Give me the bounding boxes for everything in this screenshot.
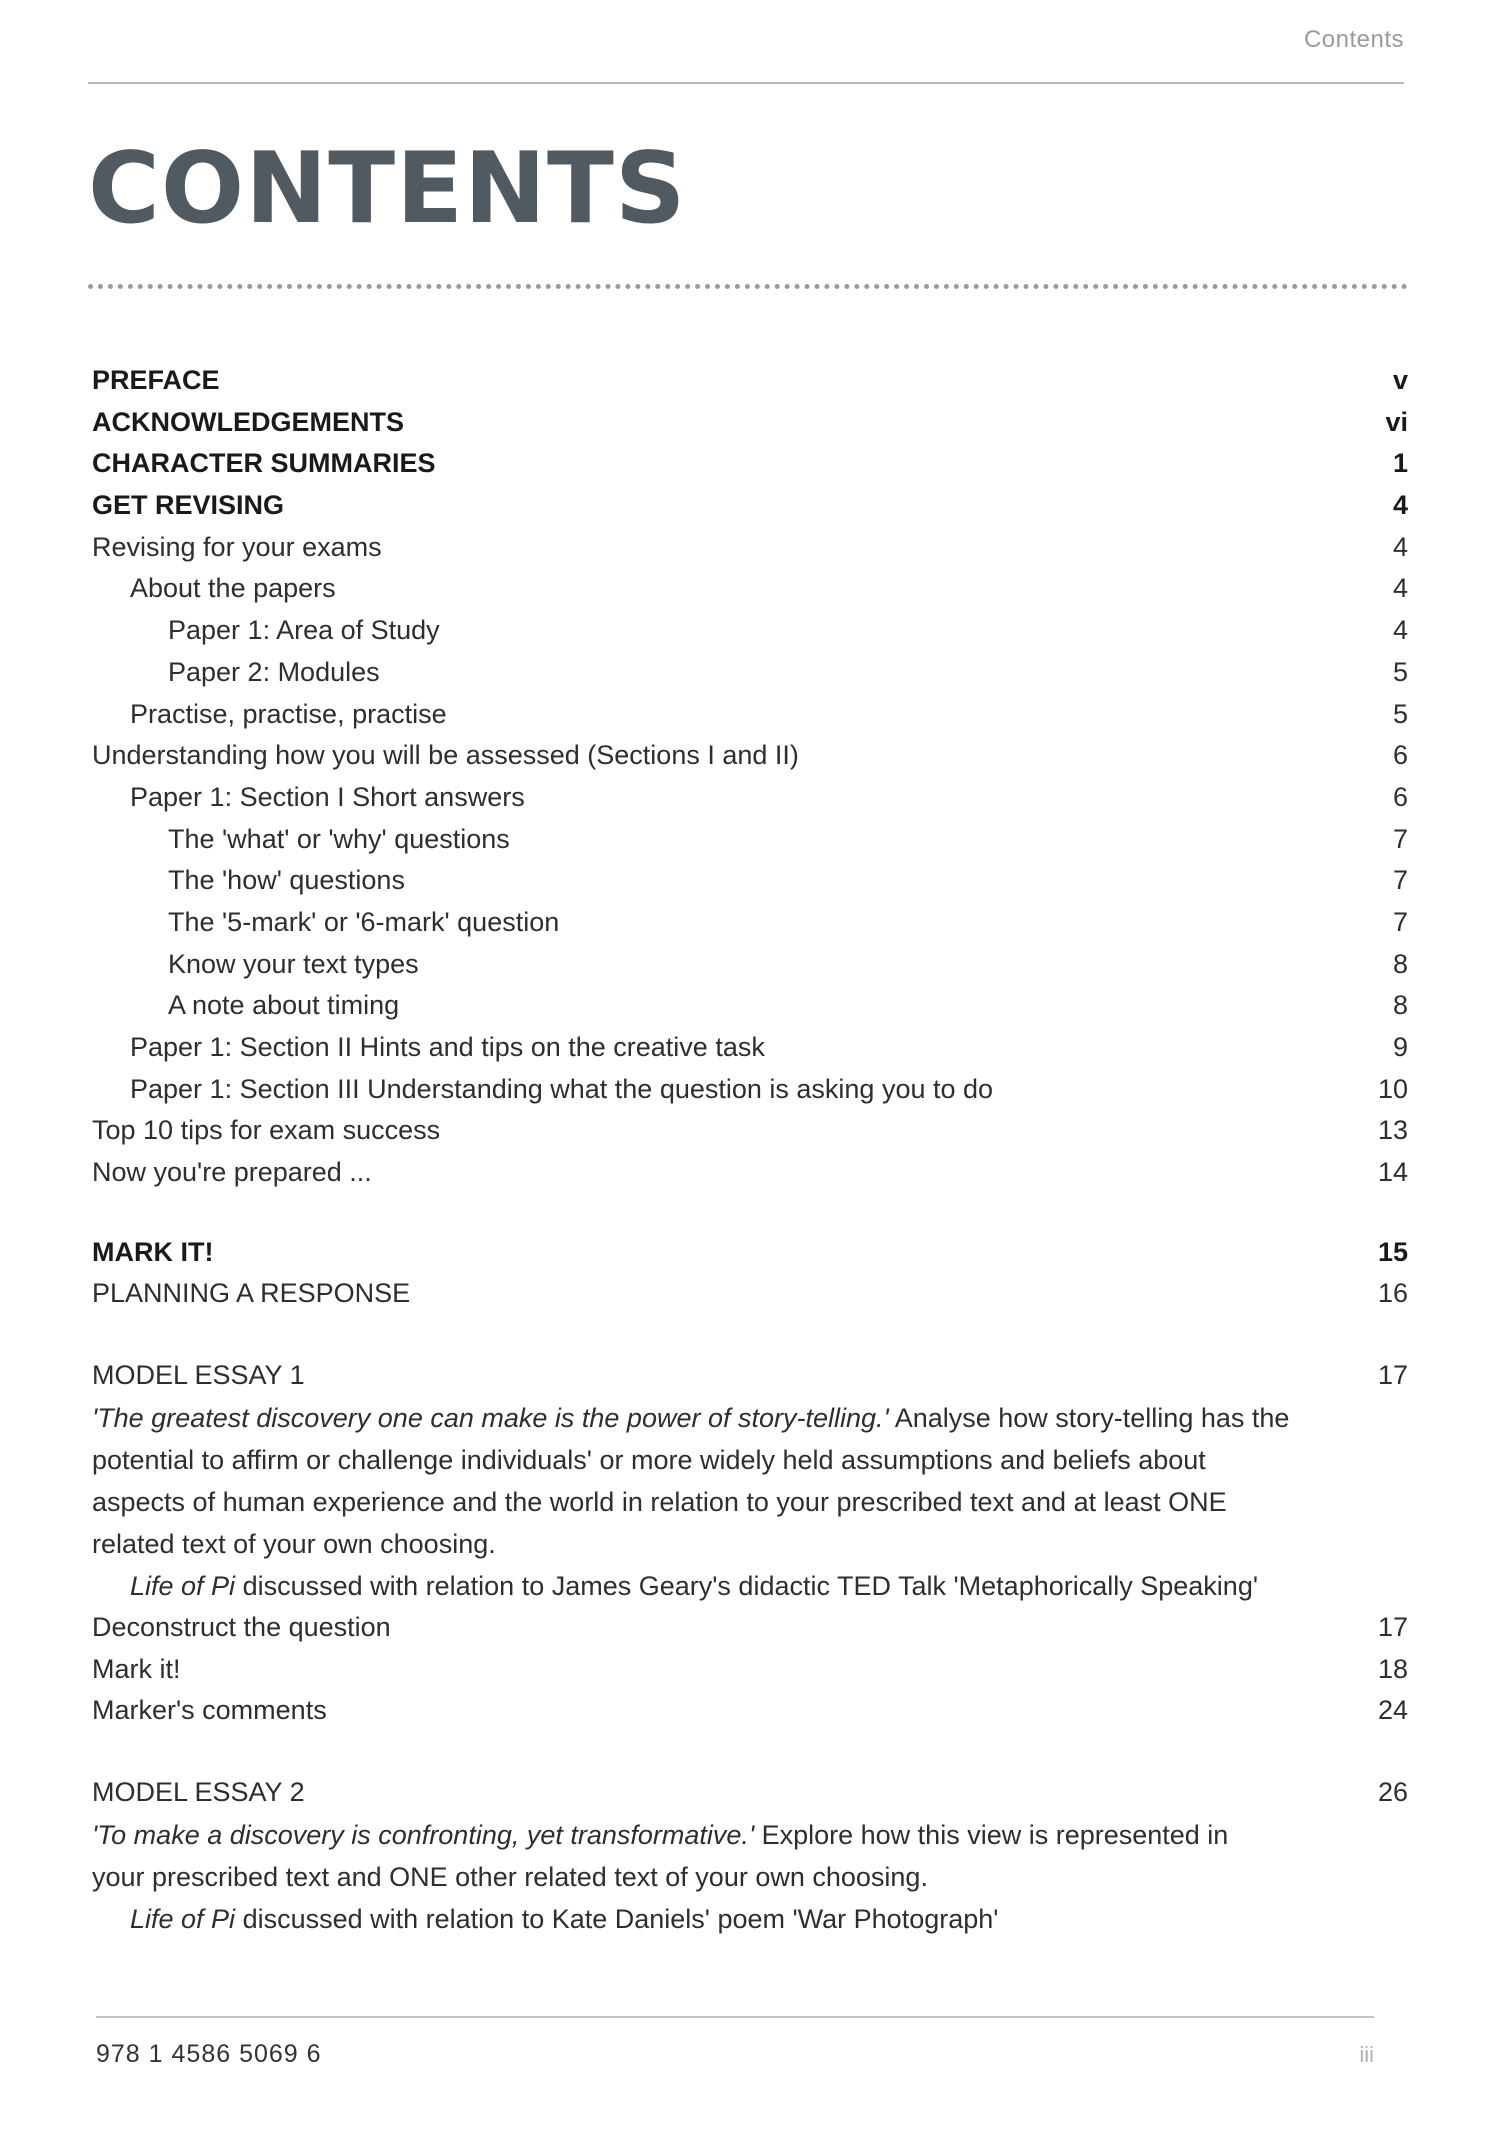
toc-entry-label: Revising for your exams xyxy=(92,531,382,562)
toc-entry[interactable] xyxy=(92,610,1408,652)
toc-entry[interactable] xyxy=(92,1690,1408,1732)
essay-1-text-description: discussed with relation to James Geary's didactic TED Talk 'Metaphorically Speaking' xyxy=(235,1570,1258,1601)
essay-1-question xyxy=(92,1397,1302,1565)
toc-entry[interactable] xyxy=(92,402,1408,444)
footer-rule xyxy=(96,2016,1374,2018)
toc-entry-label: The 'what' or 'why' questions xyxy=(168,823,510,854)
toc-entry-page: 17 xyxy=(1377,1360,1408,1391)
toc-entry[interactable] xyxy=(92,652,1408,694)
toc-entry[interactable] xyxy=(92,1607,1408,1649)
toc-entry[interactable] xyxy=(92,1649,1408,1691)
essay-1-question-text: Analyse how story-telling has the potential to affirm or challenge individuals' or more widely held assumptions and beliefs about aspects of human experience and the world in relation to your prescribed text and at least ONE related text of your own choosing. xyxy=(92,1402,1290,1559)
toc-entry[interactable] xyxy=(92,902,1408,944)
essay-2-text-title: Life of Pi xyxy=(130,1903,236,1934)
toc-entry-label: Paper 1: Area of Study xyxy=(168,615,440,646)
toc-entry[interactable] xyxy=(92,1069,1408,1111)
toc-entry-page: v xyxy=(1392,365,1408,395)
toc-entry-label: MODEL ESSAY 2 xyxy=(92,1776,305,1807)
toc-entry-label: The 'how' questions xyxy=(168,865,405,896)
toc-entry-page: 10 xyxy=(1377,1073,1408,1104)
table-of-contents xyxy=(92,360,1408,1940)
toc-group-mark-it xyxy=(92,1232,1408,1315)
toc-entry-page: 1 xyxy=(1392,448,1408,479)
toc-entry-label: The '5-mark' or '6-mark' question xyxy=(168,906,560,937)
toc-entry[interactable] xyxy=(92,1152,1408,1194)
toc-entry-page: 8 xyxy=(1392,948,1408,979)
toc-entry-label: Practise, practise, practise xyxy=(130,698,447,729)
toc-entry-model-essay-1[interactable] xyxy=(92,1355,1408,1397)
toc-entry-page: 7 xyxy=(1392,906,1408,937)
toc-entry-page: 6 xyxy=(1392,740,1408,771)
running-head: Contents xyxy=(1303,26,1404,53)
essay-1-texts xyxy=(92,1565,1260,1607)
toc-entry-label: PLANNING A RESPONSE xyxy=(92,1278,411,1309)
toc-entry-page: 4 xyxy=(1392,615,1408,646)
toc-entry[interactable] xyxy=(92,568,1408,610)
toc-entry[interactable] xyxy=(92,1273,1408,1315)
toc-entry[interactable] xyxy=(92,485,1408,527)
toc-entry-page: 13 xyxy=(1377,1115,1408,1146)
toc-entry[interactable] xyxy=(92,1232,1408,1274)
essay-1-question-quote: 'The greatest discovery one can make is the power of story-telling.' xyxy=(92,1402,889,1433)
top-rule xyxy=(88,82,1404,84)
spacer xyxy=(92,1315,1408,1355)
toc-entry[interactable] xyxy=(92,985,1408,1027)
essay-2-question xyxy=(92,1814,1262,1898)
toc-entry-label: Mark it! xyxy=(92,1653,181,1684)
toc-entry[interactable] xyxy=(92,1027,1408,1069)
isbn: 978 1 4586 5069 6 xyxy=(96,2040,322,2068)
toc-entry[interactable] xyxy=(92,1110,1408,1152)
toc-entry-page: 6 xyxy=(1392,781,1408,812)
essay-1-items xyxy=(92,1607,1408,1732)
toc-entry-label: ACKNOWLEDGEMENTS xyxy=(92,406,404,437)
toc-entry[interactable] xyxy=(92,860,1408,902)
toc-entry-label: PREFACE xyxy=(92,365,220,395)
toc-entry-page: 17 xyxy=(1377,1611,1408,1642)
essay-2-text-description: discussed with relation to Kate Daniels' poem 'War Photograph' xyxy=(235,1903,999,1934)
toc-entry-label: MARK IT! xyxy=(92,1236,214,1267)
toc-entry[interactable] xyxy=(92,443,1408,485)
toc-entry-label: Marker's comments xyxy=(92,1695,327,1726)
toc-entry-label: GET REVISING xyxy=(92,490,285,521)
toc-entry[interactable] xyxy=(92,944,1408,986)
toc-entry-label: Paper 1: Section I Short answers xyxy=(130,781,525,812)
model-essay-1-section xyxy=(92,1355,1408,1732)
essay-2-texts xyxy=(92,1898,1260,1940)
toc-entry-page: 4 xyxy=(1392,573,1408,604)
toc-entry-page: 26 xyxy=(1377,1776,1408,1807)
toc-entry-page: 4 xyxy=(1392,490,1408,521)
toc-entry[interactable] xyxy=(92,527,1408,569)
essay-2-question-text: Explore how this view is represented in your prescribed text and ONE other related text of your own choosing. xyxy=(92,1819,1229,1892)
toc-entry-label: Paper 2: Modules xyxy=(168,656,380,687)
toc-entry-page: vi xyxy=(1385,406,1408,437)
toc-entry[interactable] xyxy=(92,694,1408,736)
page-title: CONTENTS xyxy=(88,132,687,246)
toc-entry-label: About the papers xyxy=(130,573,336,604)
toc-entry-page: 7 xyxy=(1392,865,1408,896)
model-essay-2-section xyxy=(92,1772,1408,1940)
toc-entry-model-essay-2[interactable] xyxy=(92,1772,1408,1814)
toc-entry-page: 8 xyxy=(1392,990,1408,1021)
page-number: iii xyxy=(1359,2042,1374,2067)
toc-entry-label: CHARACTER SUMMARIES xyxy=(92,448,436,479)
toc-entry-label: Know your text types xyxy=(168,948,419,979)
toc-entry[interactable] xyxy=(92,819,1408,861)
toc-entry-page: 14 xyxy=(1377,1157,1408,1188)
toc-entry-label: A note about timing xyxy=(168,990,400,1021)
toc-entry[interactable] xyxy=(92,360,1408,402)
toc-entry-label: Top 10 tips for exam success xyxy=(92,1115,441,1146)
toc-entry-page: 16 xyxy=(1377,1278,1408,1309)
toc-entry-page: 4 xyxy=(1392,531,1408,562)
toc-group-revising xyxy=(92,360,1408,1194)
toc-entry-page: 7 xyxy=(1392,823,1408,854)
toc-entry-page: 18 xyxy=(1377,1653,1408,1684)
toc-entry-page: 9 xyxy=(1392,1032,1408,1062)
essay-2-question-quote: 'To make a discovery is confronting, yet transformative.' xyxy=(92,1819,755,1850)
dotted-divider xyxy=(88,284,1408,289)
toc-entry-label: Understanding how you will be assessed (Sections I and II) xyxy=(92,740,799,771)
toc-entry-label: Deconstruct the question xyxy=(92,1611,391,1642)
toc-entry-label: Now you're prepared ... xyxy=(92,1157,372,1188)
toc-entry-page: 5 xyxy=(1392,656,1408,687)
toc-entry-label: Paper 1: Section II Hints and tips on the creative task xyxy=(130,1032,765,1062)
toc-entry-page: 5 xyxy=(1392,698,1408,729)
toc-entry[interactable] xyxy=(92,735,1408,777)
toc-entry-label: Paper 1: Section III Understanding what the question is asking you to do xyxy=(130,1073,994,1104)
toc-entry[interactable] xyxy=(92,777,1408,819)
spacer xyxy=(92,1194,1408,1232)
toc-entry-page: 15 xyxy=(1377,1236,1408,1267)
spacer xyxy=(92,1732,1408,1772)
toc-entry-label: MODEL ESSAY 1 xyxy=(92,1360,305,1391)
essay-1-text-title: Life of Pi xyxy=(130,1570,236,1601)
toc-entry-page: 24 xyxy=(1377,1695,1408,1726)
